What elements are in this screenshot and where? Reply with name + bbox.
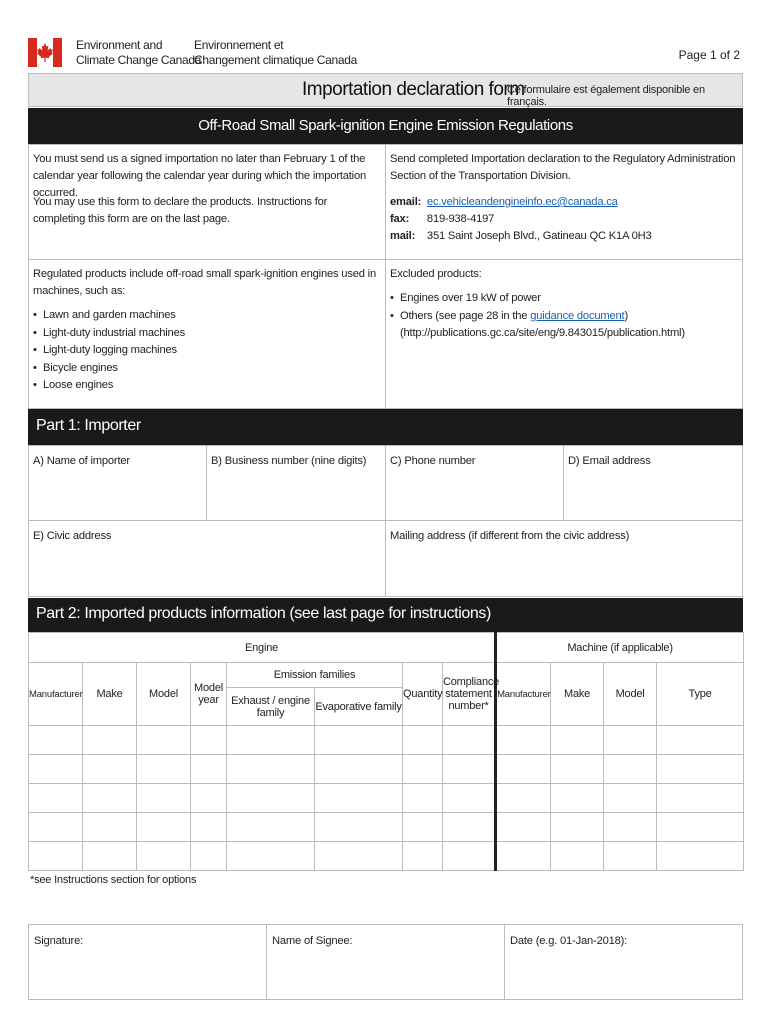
table-cell[interactable] (403, 842, 443, 871)
table-cell[interactable] (137, 755, 191, 784)
regulated-products-list (33, 307, 373, 395)
table-cell[interactable] (551, 726, 604, 755)
table-cell[interactable] (657, 726, 744, 755)
table-cell[interactable] (227, 726, 315, 755)
table-cell[interactable] (191, 784, 227, 813)
table-cell[interactable] (83, 784, 137, 813)
signee-name-field[interactable] (267, 925, 505, 999)
divider (206, 445, 207, 521)
date-field[interactable] (505, 925, 744, 999)
table-cell[interactable] (137, 726, 191, 755)
table-cell[interactable] (227, 842, 315, 871)
list-item: • Light-duty industrial machines (33, 325, 373, 343)
business-number-field[interactable]: B) Business number (nine digits) (211, 455, 367, 467)
table-cell[interactable] (443, 755, 496, 784)
instructions-text: You may use this form to declare the products. Instructions for completing this form are on the last page. (33, 196, 328, 225)
mail-value: 351 Saint Joseph Blvd., Gatineau QC K1A 0H3 (426, 230, 652, 242)
table-cell[interactable] (443, 842, 496, 871)
email-label: email: (390, 196, 422, 208)
table-cell[interactable] (137, 842, 191, 871)
regulation-title: Off-Road Small Spark-ignition Engine Emission Regulations (28, 108, 743, 144)
regulated-products-intro: Regulated products include off-road small spark-ignition engines used in machines, such as: (33, 268, 376, 297)
contact-info (390, 194, 740, 245)
email-address-field[interactable]: D) Email address (568, 455, 651, 467)
table-row (29, 755, 744, 784)
part1-title: Part 1: Importer (28, 409, 743, 445)
list-item: • Lawn and garden machines (33, 307, 373, 325)
table-cell[interactable] (604, 813, 657, 842)
list-item: • Light-duty logging machines (33, 342, 373, 360)
divider (385, 144, 386, 260)
mail-label: mail: (390, 230, 416, 242)
form-title-bar (28, 73, 743, 107)
fax-label: fax: (390, 213, 410, 225)
col-machine-model: Model (604, 663, 657, 726)
machine-header: Machine (if applicable) (496, 633, 744, 663)
col-machine-type: Type (657, 663, 744, 726)
table-cell[interactable] (551, 784, 604, 813)
table-row (29, 813, 744, 842)
table-cell[interactable] (443, 813, 496, 842)
table-cell[interactable] (83, 842, 137, 871)
signature-field[interactable] (29, 925, 267, 999)
table-cell[interactable] (315, 726, 403, 755)
importer-name-field[interactable]: A) Name of importer (33, 455, 130, 467)
table-row (29, 784, 744, 813)
table-cell[interactable] (227, 784, 315, 813)
table-cell[interactable] (191, 813, 227, 842)
engine-header: Engine (29, 633, 496, 663)
table-cell[interactable] (83, 755, 137, 784)
signature-section (28, 924, 743, 1000)
canada-flag-logo (28, 38, 62, 67)
col-compliance-statement: Compliance statement number* (443, 663, 496, 726)
signature-label: Signature: (34, 935, 83, 947)
table-row (29, 726, 744, 755)
table-cell[interactable] (29, 813, 83, 842)
table-cell[interactable] (657, 842, 744, 871)
table-cell[interactable] (403, 813, 443, 842)
table-cell[interactable] (443, 726, 496, 755)
table-cell[interactable] (227, 813, 315, 842)
guidance-document-link[interactable]: guidance document (530, 309, 625, 322)
col-evaporative-family: Evaporative family (315, 688, 403, 726)
table-cell[interactable] (604, 726, 657, 755)
date-label: Date (e.g. 01-Jan-2018): (510, 935, 628, 947)
civic-address-field[interactable]: E) Civic address (33, 530, 112, 542)
divider (385, 445, 386, 597)
table-cell[interactable] (496, 813, 551, 842)
excluded-products-list (390, 290, 735, 343)
list-item: • Loose engines (33, 377, 373, 395)
table-cell[interactable] (551, 842, 604, 871)
table-cell[interactable] (604, 784, 657, 813)
table-cell[interactable] (496, 842, 551, 871)
signee-name-label: Name of Signee: (272, 935, 353, 947)
mailing-address-field[interactable]: Mailing address (if different from the civic address) (390, 530, 630, 542)
list-item: • Engines over 19 kW of power (390, 290, 735, 308)
table-cell[interactable] (403, 755, 443, 784)
table-cell[interactable] (657, 784, 744, 813)
department-name-english: Environment and Climate Change Canada (76, 38, 202, 67)
col-machine-make: Make (551, 663, 604, 726)
col-manufacturer: Manufacturer (29, 663, 83, 726)
table-cell[interactable] (83, 726, 137, 755)
table-cell[interactable] (551, 813, 604, 842)
table-cell[interactable] (227, 755, 315, 784)
table-cell[interactable] (315, 842, 403, 871)
table-cell[interactable] (496, 784, 551, 813)
table-cell[interactable] (29, 784, 83, 813)
table-cell[interactable] (403, 726, 443, 755)
send-to-text: Send completed Importation declaration to the Regulatory Administration Section of the Transportation Division. (390, 153, 736, 182)
divider (385, 259, 386, 409)
col-model: Model (137, 663, 191, 726)
french-availability-note: Ce formulaire est également disponible en français. (507, 84, 705, 108)
table-cell[interactable] (551, 755, 604, 784)
table-cell[interactable] (657, 755, 744, 784)
col-emission-families: Emission families (227, 663, 403, 688)
part2-title: Part 2: Imported products information (see last page for instructions) (28, 598, 743, 632)
table-cell[interactable] (29, 842, 83, 871)
table-cell[interactable] (191, 726, 227, 755)
guidance-url: (http://publications.gc.ca/site/eng/9.843015/publication.html) (400, 327, 685, 339)
col-exhaust-family: Exhaust / engine family (227, 688, 315, 726)
fax-value: 819-938-4197 (426, 213, 495, 225)
imported-products-table (28, 632, 744, 871)
table-cell[interactable] (403, 784, 443, 813)
table-cell[interactable] (496, 726, 551, 755)
col-quantity: Quantity (403, 663, 443, 726)
table-cell[interactable] (315, 755, 403, 784)
table-cell[interactable] (29, 726, 83, 755)
divider (563, 445, 564, 521)
col-make: Make (83, 663, 137, 726)
table-cell[interactable] (443, 784, 496, 813)
department-name-french: Environnement et Changement climatique Canada (194, 38, 358, 67)
form-title: Importation declaration form (302, 79, 525, 100)
table-cell[interactable] (29, 755, 83, 784)
table-footnote: *see Instructions section for options (30, 874, 197, 886)
list-item: • Others (see page 28 in the guidance document) (http://publications.gc.ca/site/eng/9.843015/publication.html) (390, 308, 735, 343)
table-row (29, 842, 744, 871)
email-link[interactable]: ec.vehicleandengineinfo.ec@canada.ca (426, 196, 618, 208)
table-cell[interactable] (191, 842, 227, 871)
submission-deadline-text: You must send us a signed importation no later than February 1 of the calendar year following the calendar year during which the importation occurred. (33, 153, 367, 199)
excluded-products-title: Excluded products: (390, 268, 482, 280)
table-cell[interactable] (137, 813, 191, 842)
table-cell[interactable] (604, 842, 657, 871)
col-machine-manufacturer: Manufacturer (496, 663, 551, 726)
page-number: Page 1 of 2 (678, 48, 740, 62)
table-cell[interactable] (657, 813, 744, 842)
col-model-year: Model year (191, 663, 227, 726)
phone-number-field[interactable]: C) Phone number (390, 455, 476, 467)
table-cell[interactable] (315, 813, 403, 842)
table-cell[interactable] (315, 784, 403, 813)
table-cell[interactable] (604, 755, 657, 784)
table-cell[interactable] (137, 784, 191, 813)
list-item: • Bicycle engines (33, 360, 373, 378)
table-cell[interactable] (191, 755, 227, 784)
table-cell[interactable] (83, 813, 137, 842)
table-cell[interactable] (496, 755, 551, 784)
